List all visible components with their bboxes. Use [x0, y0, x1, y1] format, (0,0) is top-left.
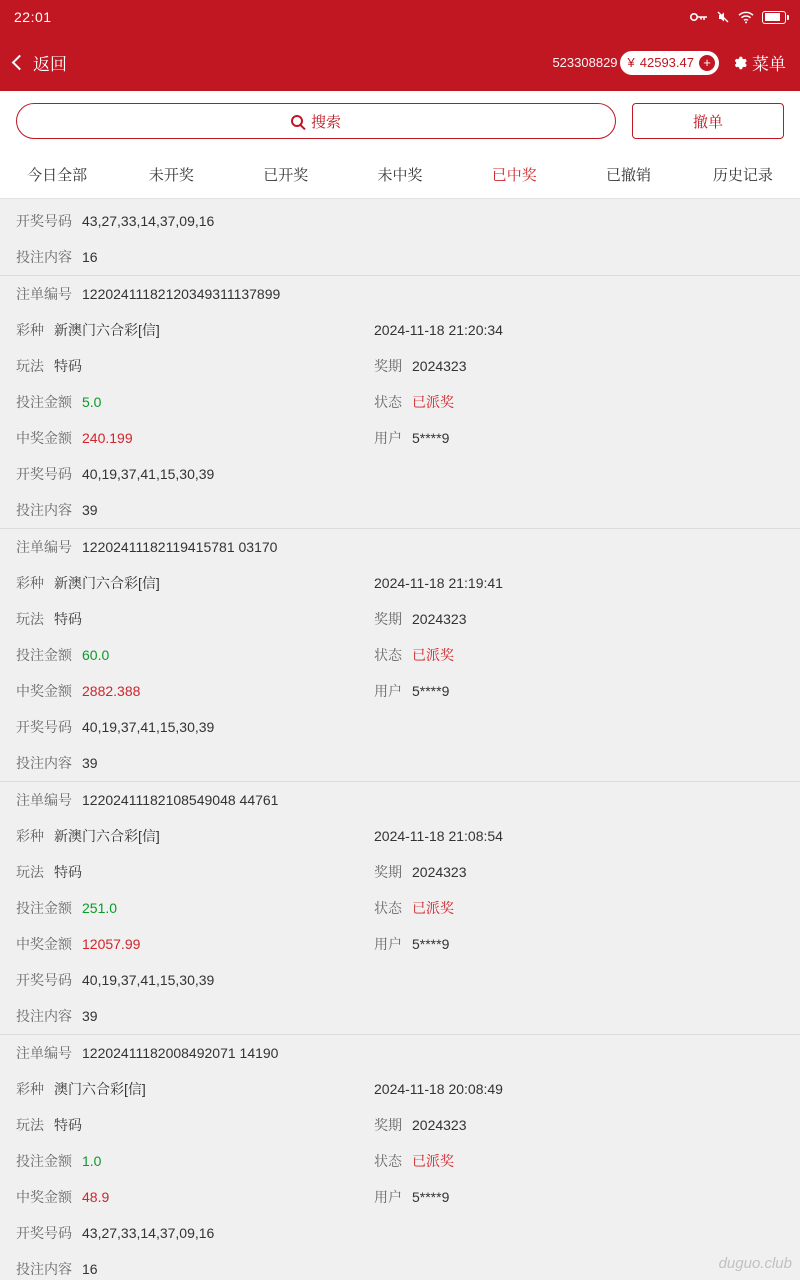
currency-symbol: ¥	[627, 55, 635, 70]
tab-label: 已中奖	[491, 167, 537, 184]
draw-numbers-row	[0, 1215, 800, 1251]
lottery-label: 彩种	[16, 1081, 44, 1097]
cancel-order-button[interactable]	[632, 103, 784, 139]
bet-content-row	[0, 492, 800, 528]
playtype-row	[0, 854, 800, 890]
bet-amount-label: 投注金额	[16, 1153, 72, 1169]
bet-amount-row	[0, 384, 800, 420]
time-cell	[374, 575, 784, 591]
order-no-row	[0, 276, 800, 312]
issue-value: 2024323	[412, 358, 467, 374]
user-label: 用户	[374, 936, 402, 952]
playtype-label: 玩法	[16, 611, 44, 627]
time-value: 2024-11-18 20:08:49	[374, 1081, 503, 1097]
issue-label: 奖期	[374, 358, 402, 374]
status-cell	[374, 645, 784, 665]
order-no-cell	[16, 284, 374, 304]
user-cell	[374, 934, 784, 954]
time-value: 2024-11-18 21:20:34	[374, 322, 503, 338]
playtype-label: 玩法	[16, 1117, 44, 1133]
user-label: 用户	[374, 1189, 402, 1205]
tab-not-drawn[interactable]	[114, 151, 228, 198]
draw-numbers-value: 40,19,37,41,15,30,39	[82, 719, 215, 735]
lottery-cell	[16, 320, 374, 340]
mute-icon	[716, 10, 730, 24]
issue-cell	[374, 862, 784, 882]
time-value: 2024-11-18 21:19:41	[374, 575, 503, 591]
draw-numbers-row	[0, 962, 800, 998]
lottery-label: 彩种	[16, 828, 44, 844]
list-item[interactable]	[0, 199, 800, 275]
user-label: 用户	[374, 430, 402, 446]
lottery-label: 彩种	[16, 322, 44, 338]
win-amount-label: 中奖金额	[16, 430, 72, 446]
bet-content-row	[0, 745, 800, 781]
draw-numbers-value: 43,27,33,14,37,09,16	[82, 213, 215, 229]
user-cell	[374, 1187, 784, 1207]
playtype-row	[0, 601, 800, 637]
order-no-value: 12202411182108549048 44761	[82, 792, 279, 808]
bet-content-row	[0, 239, 800, 275]
win-amount-label: 中奖金额	[16, 683, 72, 699]
time-cell	[374, 322, 784, 338]
order-list[interactable]	[0, 199, 800, 1280]
order-no-cell	[16, 537, 374, 557]
status-label: 状态	[374, 394, 402, 410]
win-amount-label: 中奖金额	[16, 1189, 72, 1205]
playtype-cell	[16, 862, 374, 882]
order-no-row	[0, 529, 800, 565]
order-no-label: 注单编号	[16, 539, 72, 555]
order-no-value: 12202411182119415781 03170	[82, 539, 278, 555]
win-amount-row	[0, 420, 800, 456]
tab-drawn[interactable]	[229, 151, 343, 198]
back-label: 返回	[33, 55, 67, 74]
playtype-value: 特码	[54, 864, 82, 880]
bet-amount-row	[0, 1143, 800, 1179]
draw-numbers-label: 开奖号码	[16, 719, 72, 735]
win-amount-value: 12057.99	[82, 936, 141, 952]
status-bar	[0, 0, 800, 34]
lottery-cell	[16, 826, 374, 846]
win-amount-row	[0, 1179, 800, 1215]
status-cell	[374, 1151, 784, 1171]
playtype-cell	[16, 1115, 374, 1135]
order-no-cell	[16, 1043, 374, 1063]
draw-numbers-label: 开奖号码	[16, 1225, 72, 1241]
draw-numbers-row	[0, 203, 800, 239]
key-icon	[690, 10, 708, 24]
tab-label: 历史记录	[712, 167, 773, 184]
tab-label: 未中奖	[377, 167, 423, 184]
list-item[interactable]	[0, 528, 800, 781]
tab-cancelled[interactable]	[571, 151, 685, 198]
order-no-label: 注单编号	[16, 792, 72, 808]
bet-amount-cell	[16, 645, 374, 665]
bet-content-label: 投注内容	[16, 1261, 72, 1277]
chevron-left-icon	[12, 55, 28, 71]
draw-numbers-row	[0, 709, 800, 745]
tab-label: 未开奖	[148, 167, 194, 184]
bet-amount-label: 投注金额	[16, 900, 72, 916]
search-input[interactable]	[16, 103, 616, 139]
issue-value: 2024323	[412, 864, 467, 880]
playtype-row	[0, 1107, 800, 1143]
status-badge: 已派奖	[412, 394, 454, 410]
status-badge: 已派奖	[412, 647, 454, 663]
time-value: 2024-11-18 21:08:54	[374, 828, 503, 844]
bet-amount-value: 5.0	[82, 394, 102, 410]
win-amount-cell	[16, 934, 374, 954]
bet-content-value: 39	[82, 502, 98, 518]
user-id: 523308829	[552, 55, 618, 70]
win-amount-value: 2882.388	[82, 683, 141, 699]
order-no-row	[0, 782, 800, 818]
lottery-value: 澳门六合彩[信]	[54, 1081, 146, 1097]
win-amount-row	[0, 926, 800, 962]
bet-content-value: 39	[82, 755, 98, 771]
order-no-cell	[16, 790, 374, 810]
app-header	[0, 34, 800, 91]
bet-amount-value: 1.0	[82, 1153, 102, 1169]
playtype-value: 特码	[54, 358, 82, 374]
bet-amount-label: 投注金额	[16, 647, 72, 663]
user-value: 5****9	[412, 936, 450, 952]
status-badge: 已派奖	[412, 1153, 454, 1169]
menu-label: 菜单	[752, 55, 786, 74]
win-amount-row	[0, 673, 800, 709]
draw-numbers-label: 开奖号码	[16, 466, 72, 482]
draw-numbers-value: 43,27,33,14,37,09,16	[82, 1225, 215, 1241]
win-amount-cell	[16, 428, 374, 448]
user-value: 5****9	[412, 430, 450, 446]
tab-label: 今日全部	[27, 167, 88, 184]
playtype-label: 玩法	[16, 358, 44, 374]
lottery-cell	[16, 1079, 374, 1099]
user-value: 5****9	[412, 1189, 450, 1205]
user-value: 5****9	[412, 683, 450, 699]
bet-content-value: 16	[82, 249, 98, 265]
playtype-label: 玩法	[16, 864, 44, 880]
status-label: 状态	[374, 1153, 402, 1169]
lottery-value: 新澳门六合彩[信]	[54, 575, 160, 591]
list-item[interactable]	[0, 781, 800, 1034]
issue-cell	[374, 356, 784, 376]
issue-label: 奖期	[374, 864, 402, 880]
bet-content-value: 16	[82, 1261, 98, 1277]
draw-numbers-label: 开奖号码	[16, 972, 72, 988]
status-cell	[374, 898, 784, 918]
list-item[interactable]	[0, 275, 800, 528]
playtype-value: 特码	[54, 611, 82, 627]
user-label: 用户	[374, 683, 402, 699]
lottery-value: 新澳门六合彩[信]	[54, 322, 160, 338]
bet-content-row	[0, 998, 800, 1034]
issue-label: 奖期	[374, 1117, 402, 1133]
back-button[interactable]	[10, 50, 67, 75]
win-amount-label: 中奖金额	[16, 936, 72, 952]
order-no-row	[0, 1035, 800, 1071]
draw-numbers-value: 40,19,37,41,15,30,39	[82, 466, 215, 482]
time-cell	[374, 828, 784, 844]
draw-numbers-row	[0, 456, 800, 492]
lottery-row	[0, 818, 800, 854]
lottery-value: 新澳门六合彩[信]	[54, 828, 160, 844]
gear-icon	[731, 55, 747, 71]
playtype-cell	[16, 609, 374, 629]
playtype-cell	[16, 356, 374, 376]
status-icon-group	[690, 10, 786, 24]
win-amount-value: 240.199	[82, 430, 133, 446]
search-label: 搜索	[310, 113, 341, 131]
search-row	[0, 91, 800, 151]
playtype-row	[0, 348, 800, 384]
bet-amount-row	[0, 890, 800, 926]
bet-amount-cell	[16, 898, 374, 918]
win-amount-value: 48.9	[82, 1189, 110, 1205]
lottery-row	[0, 1071, 800, 1107]
tab-today-all[interactable]	[0, 151, 114, 198]
balance-amount: 42593.47	[639, 55, 694, 70]
user-cell	[374, 681, 784, 701]
menu-button[interactable]	[731, 50, 786, 75]
win-amount-cell	[16, 681, 374, 701]
draw-numbers-value: 40,19,37,41,15,30,39	[82, 972, 215, 988]
draw-numbers-label: 开奖号码	[16, 213, 72, 229]
bet-amount-label: 投注金额	[16, 394, 72, 410]
issue-value: 2024323	[412, 1117, 467, 1133]
status-clock: 22:01	[14, 9, 52, 25]
status-label: 状态	[374, 647, 402, 663]
bet-amount-cell	[16, 392, 374, 412]
issue-value: 2024323	[412, 611, 467, 627]
status-label: 状态	[374, 900, 402, 916]
order-no-label: 注单编号	[16, 286, 72, 302]
user-cell	[374, 428, 784, 448]
order-no-value: 12202411182008492071 14190	[82, 1045, 279, 1061]
issue-label: 奖期	[374, 611, 402, 627]
status-cell	[374, 392, 784, 412]
status-badge: 已派奖	[412, 900, 454, 916]
cancel-order-label: 撤单	[692, 113, 723, 131]
win-amount-cell	[16, 1187, 374, 1207]
battery-icon	[762, 11, 786, 24]
bet-content-label: 投注内容	[16, 755, 72, 771]
lottery-label: 彩种	[16, 575, 44, 591]
tab-label: 已开奖	[263, 167, 309, 184]
issue-cell	[374, 609, 784, 629]
bet-content-value: 39	[82, 1008, 98, 1024]
issue-cell	[374, 1115, 784, 1135]
search-icon	[291, 115, 303, 127]
balance-pill[interactable]	[620, 51, 719, 75]
tab-history[interactable]	[686, 151, 800, 198]
bet-content-label: 投注内容	[16, 249, 72, 265]
header-right-group	[552, 50, 786, 75]
lottery-cell	[16, 573, 374, 593]
list-item[interactable]	[0, 1034, 800, 1280]
tab-won[interactable]	[457, 151, 571, 198]
wifi-icon	[738, 11, 754, 24]
order-no-label: 注单编号	[16, 1045, 72, 1061]
bet-amount-cell	[16, 1151, 374, 1171]
bet-amount-value: 60.0	[82, 647, 110, 663]
tab-bar	[0, 151, 800, 199]
lottery-row	[0, 565, 800, 601]
time-cell	[374, 1081, 784, 1097]
watermark: duguo.club	[718, 1255, 792, 1272]
lottery-row	[0, 312, 800, 348]
add-funds-icon[interactable]: +	[699, 55, 715, 71]
bet-content-label: 投注内容	[16, 502, 72, 518]
tab-label: 已撤销	[606, 167, 652, 184]
order-no-value: 12202411182120349311137899	[82, 286, 281, 302]
playtype-value: 特码	[54, 1117, 82, 1133]
bet-content-row	[0, 1251, 800, 1280]
bet-content-label: 投注内容	[16, 1008, 72, 1024]
bet-amount-row	[0, 637, 800, 673]
bet-amount-value: 251.0	[82, 900, 118, 916]
tab-not-won[interactable]	[343, 151, 457, 198]
